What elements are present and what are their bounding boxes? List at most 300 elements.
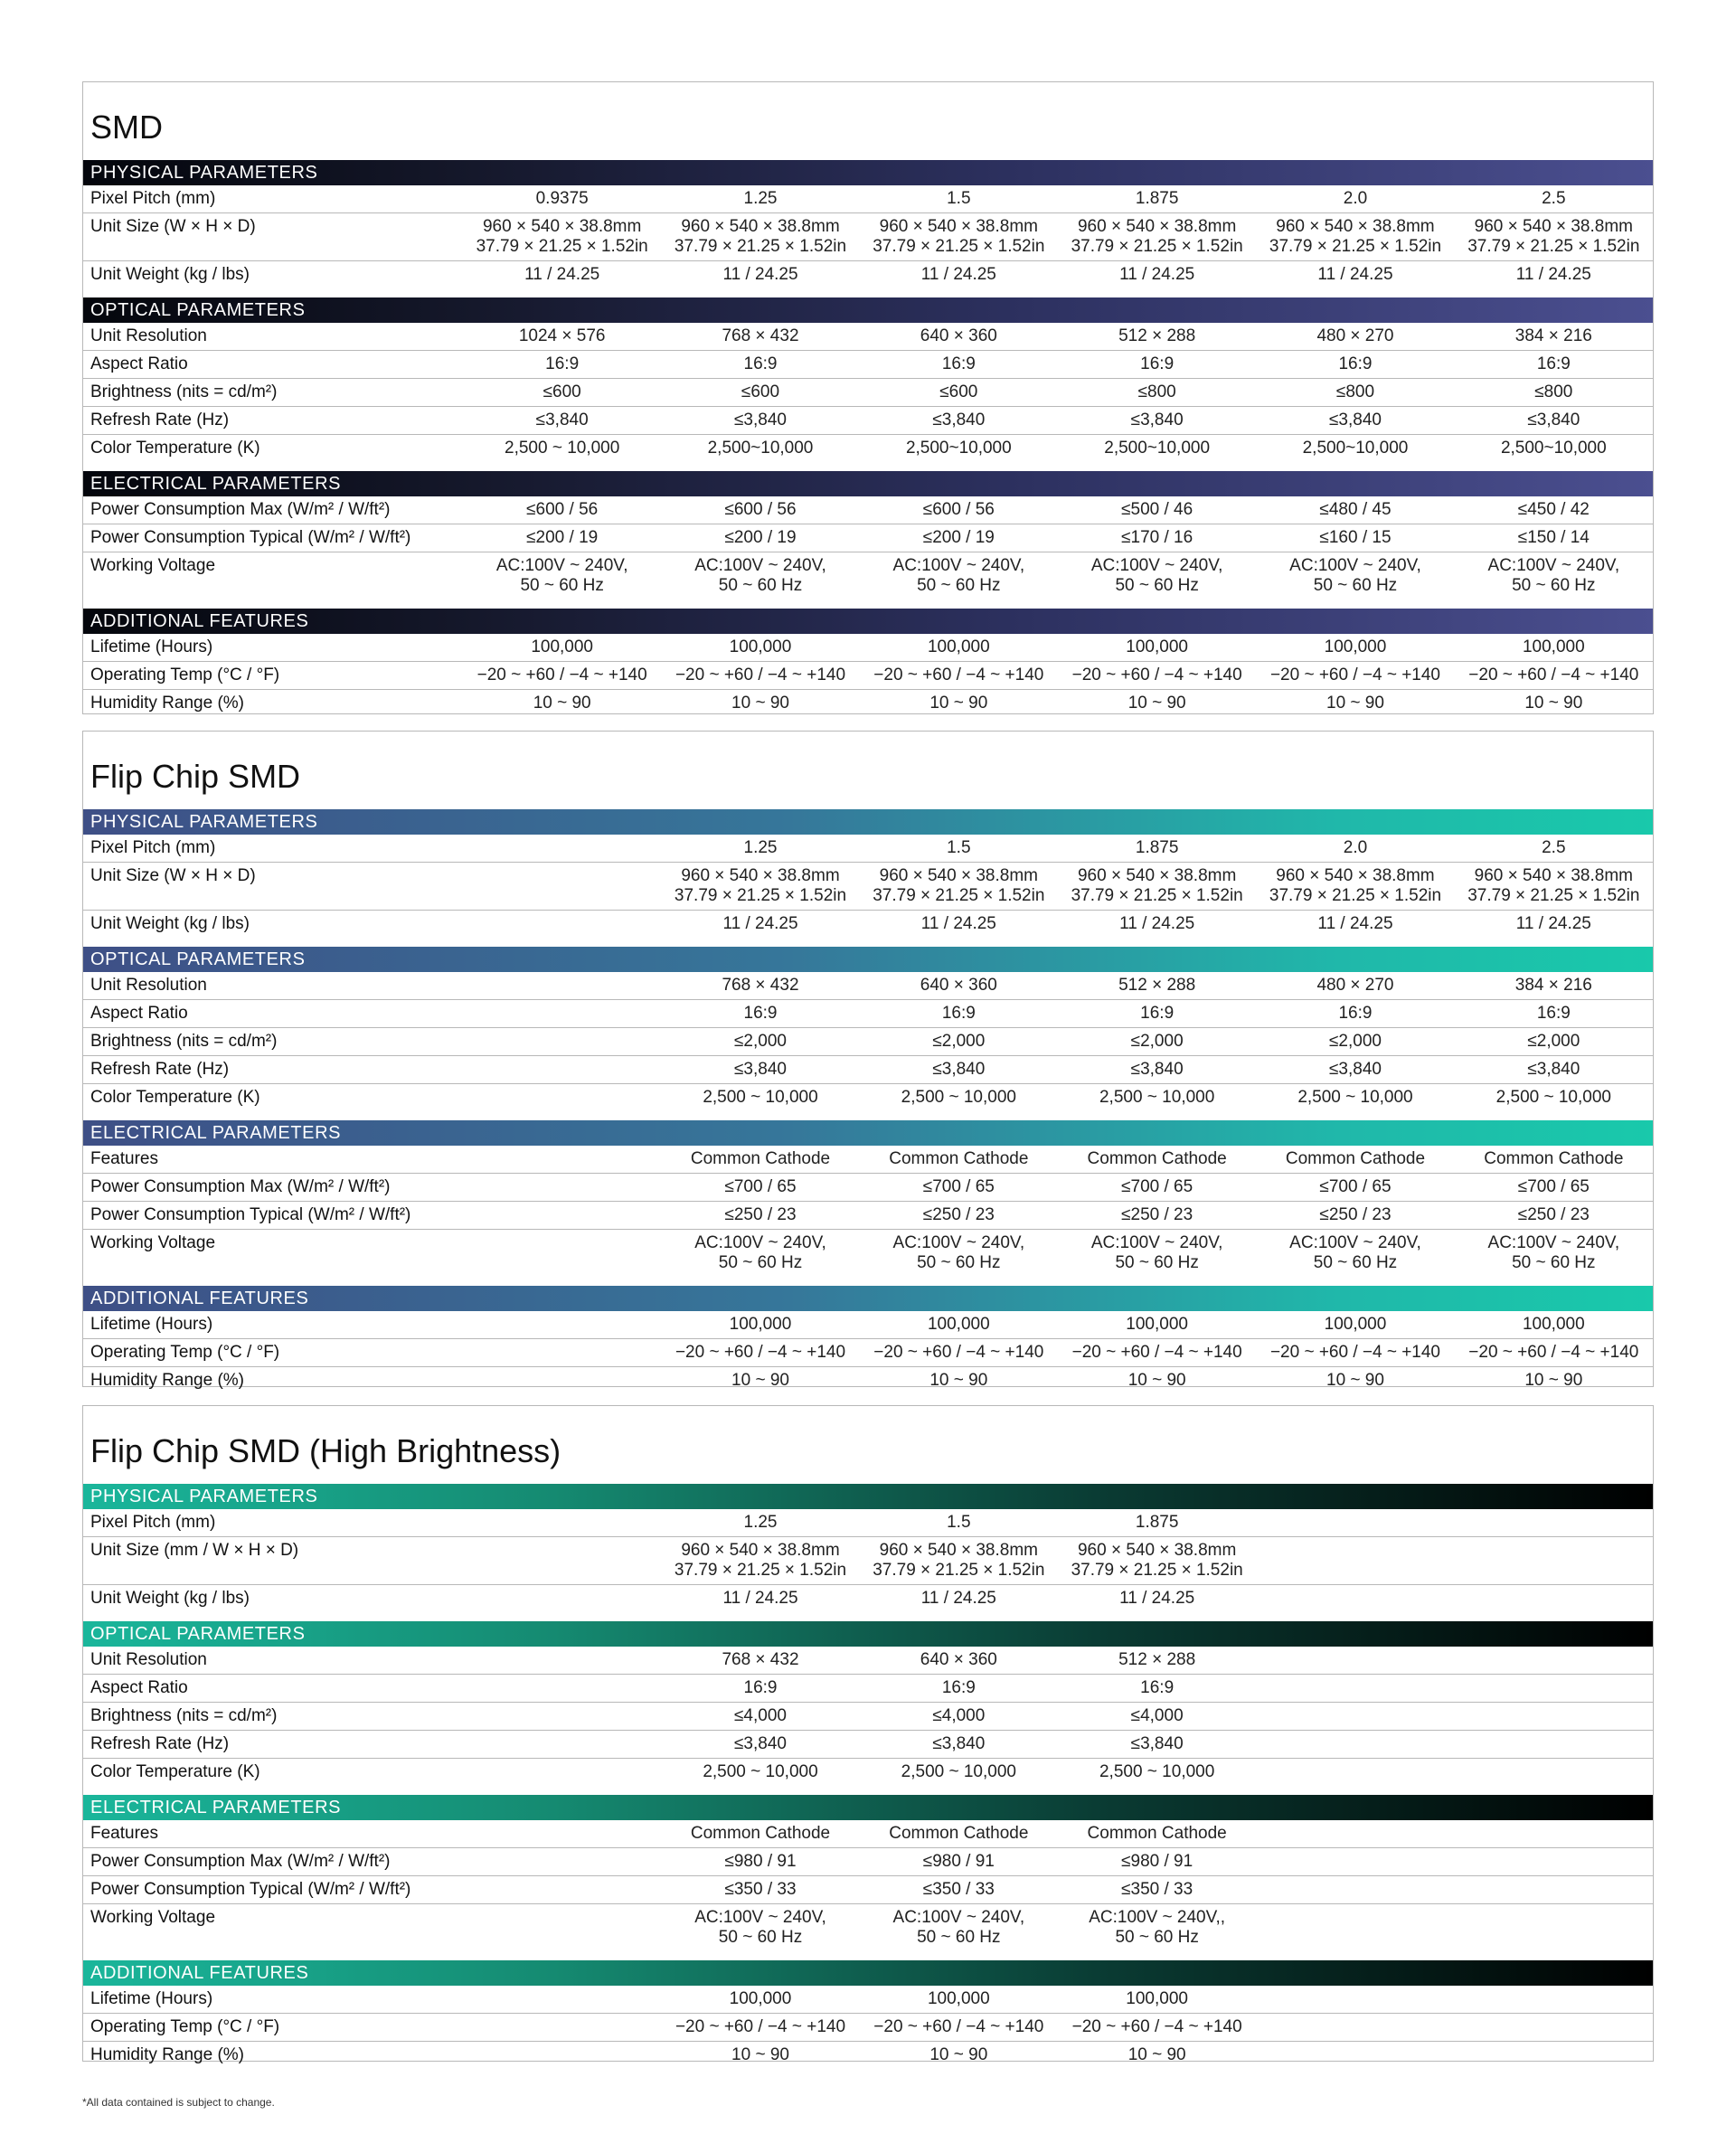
spec-value [463, 863, 661, 911]
spec-value: 16:9 [1455, 351, 1653, 379]
spec-value: ≤200 / 19 [463, 524, 661, 552]
spec-row [83, 1174, 1653, 1202]
section-flip-chip-smd [82, 731, 1654, 1390]
spec-value: 10 ~ 90 [1127, 1371, 1186, 1390]
spec-value [1455, 1537, 1653, 1585]
spec-label: Color Temperature (K) [90, 1088, 260, 1107]
spec-value [463, 1367, 661, 1395]
spec-row [83, 863, 1653, 911]
spec-value: 16:9 [1058, 351, 1256, 379]
spec-value: ≤3,840 [1256, 1056, 1454, 1084]
spec-label: Power Consumption Max (W/m² / W/ft²) [83, 1848, 463, 1876]
spec-value: 10 ~ 90 [1524, 694, 1583, 713]
spec-value [463, 1759, 661, 1787]
spec-row [83, 552, 1653, 600]
spec-value: 480 × 270 [1256, 323, 1454, 351]
spec-value [1455, 1759, 1653, 1787]
group-header: PHYSICAL PARAMETERS [83, 809, 1653, 835]
spec-value: ≤2,000 [1455, 1028, 1653, 1056]
spec-value [463, 1509, 661, 1537]
spec-table [83, 1509, 1653, 1612]
spec-value: 960 × 540 × 38.8mm 37.79 × 21.25 × 1.52in [1455, 863, 1653, 911]
group-header: ELECTRICAL PARAMETERS [83, 471, 1653, 496]
spec-value: 2.0 [1256, 835, 1454, 863]
spec-value: ≤2,000 [860, 1028, 1058, 1056]
spec-value: −20 ~ +60 / −4 ~ +140 [1256, 1339, 1454, 1367]
spec-value [463, 835, 661, 863]
spec-value [463, 972, 661, 1000]
spec-value: ≤350 / 33 [1058, 1876, 1256, 1904]
spec-value: AC:100V ~ 240V, 50 ~ 60 Hz [694, 1233, 826, 1272]
spec-value: 100,000 [1058, 1986, 1256, 2014]
spec-value: 512 × 288 [1058, 323, 1256, 351]
spec-value [463, 1056, 661, 1084]
spec-value: ≤3,840 [661, 1731, 859, 1759]
spec-value: −20 ~ +60 / −4 ~ +140 [860, 2014, 1058, 2042]
spec-value: −20 ~ +60 / −4 ~ +140 [463, 662, 661, 690]
spec-value: −20 ~ +60 / −4 ~ +140 [1058, 2014, 1256, 2042]
section-flip-chip-smd-high-brightness [82, 1405, 1654, 2062]
spec-value: ≤4,000 [1058, 1703, 1256, 1731]
spec-value: ≤2,000 [661, 1028, 859, 1056]
spec-row [83, 1703, 1653, 1731]
spec-row [83, 1675, 1653, 1703]
spec-value: ≤980 / 91 [1058, 1848, 1256, 1876]
spec-value [1256, 1509, 1454, 1537]
section-title: Flip Chip SMD [90, 758, 301, 795]
spec-value: AC:100V ~ 240V, 50 ~ 60 Hz [1090, 556, 1223, 595]
spec-label: Brightness (nits = cd/m²) [83, 1028, 463, 1056]
spec-value [463, 1202, 661, 1230]
spec-value: 100,000 [661, 1311, 859, 1339]
spec-value: 10 ~ 90 [1326, 1371, 1384, 1390]
spec-value: 11 / 24.25 [722, 914, 798, 933]
spec-value: ≤500 / 46 [1058, 496, 1256, 524]
spec-value [463, 1731, 661, 1759]
spec-value: 100,000 [1058, 1311, 1256, 1339]
spec-label: Refresh Rate (Hz) [83, 1056, 463, 1084]
spec-label: Humidity Range (%) [90, 694, 244, 713]
spec-label: Refresh Rate (Hz) [83, 407, 463, 435]
spec-value: ≤3,840 [1058, 1056, 1256, 1084]
spec-value: 16:9 [661, 1000, 859, 1028]
spec-label: Unit Weight (kg / lbs) [90, 1589, 250, 1608]
spec-value: 16:9 [860, 1675, 1058, 1703]
spec-value [463, 1876, 661, 1904]
spec-value: ≤800 [1455, 379, 1653, 407]
spec-row [83, 213, 1653, 261]
spec-value: 11 / 24.25 [920, 265, 996, 284]
spec-label: Unit Size (W × H × D) [83, 863, 463, 911]
spec-row [83, 435, 1653, 463]
spec-value [1455, 1585, 1653, 1613]
spec-row [83, 1585, 1653, 1613]
spec-row [83, 1084, 1653, 1112]
group-header: PHYSICAL PARAMETERS [83, 1484, 1653, 1509]
spec-value: ≤600 [661, 379, 859, 407]
spec-value: 384 × 216 [1455, 323, 1653, 351]
spec-row [83, 1028, 1653, 1056]
spec-value: −20 ~ +60 / −4 ~ +140 [661, 662, 859, 690]
spec-value: 2.5 [1455, 835, 1653, 863]
spec-value [1455, 1675, 1653, 1703]
spec-label: Lifetime (Hours) [83, 1986, 463, 2014]
spec-value [463, 1904, 661, 1952]
spec-row [83, 1537, 1653, 1585]
spec-value [463, 1230, 661, 1278]
spec-value: 2,500 ~ 10,000 [1099, 1088, 1215, 1107]
section-title: Flip Chip SMD (High Brightness) [90, 1432, 561, 1469]
spec-table [83, 1146, 1653, 1277]
spec-value: 2.5 [1455, 185, 1653, 213]
spec-value [463, 1000, 661, 1028]
spec-value [463, 1311, 661, 1339]
spec-label: Unit Size (mm / W × H × D) [83, 1537, 463, 1585]
spec-value: ≤480 / 45 [1256, 496, 1454, 524]
spec-value: 960 × 540 × 38.8mm 37.79 × 21.25 × 1.52in [860, 1537, 1058, 1585]
spec-value: ≤3,840 [1455, 1056, 1653, 1084]
spec-label: Unit Resolution [83, 972, 463, 1000]
spec-row [83, 2042, 1653, 2070]
spec-value: 100,000 [860, 1986, 1058, 2014]
spec-value [1256, 2042, 1454, 2070]
spec-value [463, 1986, 661, 2014]
spec-value: 10 ~ 90 [929, 2045, 988, 2064]
spec-value: 11 / 24.25 [1515, 265, 1591, 284]
spec-value [1455, 1509, 1653, 1537]
spec-value: ≤700 / 65 [1455, 1174, 1653, 1202]
spec-value: 10 ~ 90 [731, 1371, 789, 1390]
spec-value: 16:9 [661, 351, 859, 379]
spec-value: 960 × 540 × 38.8mm 37.79 × 21.25 × 1.52in [860, 863, 1058, 911]
spec-value: 10 ~ 90 [731, 2045, 789, 2064]
spec-row [83, 323, 1653, 351]
spec-row [83, 634, 1653, 662]
spec-table [83, 1311, 1653, 1394]
spec-value: 10 ~ 90 [1524, 1371, 1583, 1390]
spec-groups [83, 160, 1653, 717]
spec-value [463, 1146, 661, 1174]
spec-value: 100,000 [1256, 1311, 1454, 1339]
spec-value: 16:9 [1256, 351, 1454, 379]
spec-value: ≤3,840 [1058, 407, 1256, 435]
group-header: OPTICAL PARAMETERS [83, 1621, 1653, 1647]
spec-value [1455, 1876, 1653, 1904]
spec-value [463, 1339, 661, 1367]
spec-label: Refresh Rate (Hz) [83, 1731, 463, 1759]
spec-value [1256, 1904, 1454, 1952]
spec-value: 1024 × 576 [463, 323, 661, 351]
spec-table [83, 1820, 1653, 1951]
spec-value: 640 × 360 [860, 972, 1058, 1000]
spec-table [83, 185, 1653, 288]
spec-value: ≤600 / 56 [463, 496, 661, 524]
spec-value: 16:9 [1256, 1000, 1454, 1028]
spec-value [1256, 2014, 1454, 2042]
spec-label: Features [83, 1820, 463, 1848]
spec-value: 960 × 540 × 38.8mm 37.79 × 21.25 × 1.52in [661, 863, 859, 911]
spec-value: 100,000 [860, 634, 1058, 662]
spec-value: 11 / 24.25 [1317, 914, 1393, 933]
spec-value: −20 ~ +60 / −4 ~ +140 [661, 2014, 859, 2042]
spec-value: 2,500 ~ 10,000 [1297, 1088, 1413, 1107]
group-header: ADDITIONAL FEATURES [83, 1960, 1653, 1986]
spec-value [1455, 1904, 1653, 1952]
spec-row [83, 496, 1653, 524]
spec-row [83, 1311, 1653, 1339]
spec-value: AC:100V ~ 240V, 50 ~ 60 Hz [892, 1233, 1025, 1272]
spec-row [83, 1820, 1653, 1848]
spec-label: Aspect Ratio [83, 1000, 463, 1028]
spec-value: 2,500 ~ 10,000 [901, 1088, 1016, 1107]
spec-groups [83, 809, 1653, 1394]
spec-value: 1.5 [860, 1509, 1058, 1537]
spec-value [463, 1675, 661, 1703]
spec-value: 2,500 ~ 10,000 [1495, 1088, 1611, 1107]
spec-value [463, 1174, 661, 1202]
spec-value [1256, 1647, 1454, 1675]
spec-value: 10 ~ 90 [1127, 2045, 1186, 2064]
spec-value: 16:9 [463, 351, 661, 379]
spec-value [1256, 1703, 1454, 1731]
group-header: ADDITIONAL FEATURES [83, 609, 1653, 634]
spec-value: AC:100V ~ 240V, 50 ~ 60 Hz [1289, 556, 1421, 595]
spec-row [83, 1000, 1653, 1028]
spec-label: Color Temperature (K) [90, 1762, 260, 1781]
spec-value: ≤250 / 23 [661, 1202, 859, 1230]
spec-label: Pixel Pitch (mm) [83, 835, 463, 863]
spec-label: Pixel Pitch (mm) [83, 185, 463, 213]
spec-value: 2.0 [1256, 185, 1454, 213]
spec-value: 1.25 [661, 1509, 859, 1537]
spec-row [83, 1848, 1653, 1876]
spec-value: 384 × 216 [1455, 972, 1653, 1000]
spec-value: 768 × 432 [661, 1647, 859, 1675]
spec-value: ≤600 [860, 379, 1058, 407]
spec-value: 11 / 24.25 [920, 1589, 996, 1608]
spec-value: 1.25 [661, 185, 859, 213]
spec-value: 2,500 ~ 10,000 [703, 1088, 818, 1107]
spec-label: Humidity Range (%) [90, 1371, 244, 1390]
spec-value: ≤450 / 42 [1455, 496, 1653, 524]
spec-value [1256, 1848, 1454, 1876]
spec-value: 11 / 24.25 [1119, 1589, 1195, 1608]
spec-label: Power Consumption Max (W/m² / W/ft²) [83, 1174, 463, 1202]
spec-value: 480 × 270 [1256, 972, 1454, 1000]
spec-row [83, 1876, 1653, 1904]
spec-value: ≤3,840 [860, 1056, 1058, 1084]
spec-value: 640 × 360 [860, 323, 1058, 351]
spec-value [1256, 1731, 1454, 1759]
spec-label: Working Voltage [90, 556, 216, 575]
spec-value: AC:100V ~ 240V, 50 ~ 60 Hz [495, 556, 628, 595]
spec-value: ≤3,840 [661, 407, 859, 435]
spec-value: 11 / 24.25 [524, 265, 600, 284]
spec-value: ≤2,000 [1256, 1028, 1454, 1056]
spec-value: ≤3,840 [1058, 1731, 1256, 1759]
spec-value: ≤600 [463, 379, 661, 407]
spec-value [463, 1703, 661, 1731]
spec-row [83, 1986, 1653, 2014]
spec-label: Power Consumption Max (W/m² / W/ft²) [83, 496, 463, 524]
spec-value: ≤700 / 65 [1058, 1174, 1256, 1202]
spec-value: 1.25 [661, 835, 859, 863]
spec-value: ≤700 / 65 [1256, 1174, 1454, 1202]
spec-value: 0.9375 [463, 185, 661, 213]
spec-value: Common Cathode [1256, 1146, 1454, 1174]
spec-value: Common Cathode [1455, 1146, 1653, 1174]
spec-value: 11 / 24.25 [722, 265, 798, 284]
spec-table [83, 1986, 1653, 2069]
spec-value: 1.875 [1058, 1509, 1256, 1537]
spec-value: ≤250 / 23 [1256, 1202, 1454, 1230]
spec-value: 640 × 360 [860, 1647, 1058, 1675]
spec-label: Pixel Pitch (mm) [83, 1509, 463, 1537]
spec-value: 960 × 540 × 38.8mm 37.79 × 21.25 × 1.52in [1256, 213, 1454, 261]
spec-row [83, 690, 1653, 718]
spec-value [463, 1585, 661, 1613]
spec-label: Brightness (nits = cd/m²) [83, 1703, 463, 1731]
spec-value: ≤980 / 91 [661, 1848, 859, 1876]
spec-label: Lifetime (Hours) [83, 634, 463, 662]
spec-value: AC:100V ~ 240V, 50 ~ 60 Hz [694, 556, 826, 595]
spec-value: 100,000 [1058, 634, 1256, 662]
spec-value: 11 / 24.25 [722, 1589, 798, 1608]
spec-table [83, 1647, 1653, 1786]
spec-label: Working Voltage [90, 1233, 216, 1252]
spec-label: Unit Resolution [83, 323, 463, 351]
spec-value: 10 ~ 90 [929, 694, 988, 713]
spec-value [1455, 1820, 1653, 1848]
spec-row [83, 1904, 1653, 1952]
spec-value: 960 × 540 × 38.8mm 37.79 × 21.25 × 1.52in [1455, 213, 1653, 261]
spec-value: AC:100V ~ 240V, 50 ~ 60 Hz [892, 1908, 1025, 1947]
spec-value [1455, 1986, 1653, 2014]
spec-value: ≤200 / 19 [860, 524, 1058, 552]
spec-value: 11 / 24.25 [1119, 914, 1195, 933]
spec-label: Brightness (nits = cd/m²) [83, 379, 463, 407]
spec-value [463, 1820, 661, 1848]
spec-row [83, 2014, 1653, 2042]
spec-value: −20 ~ +60 / −4 ~ +140 [1058, 662, 1256, 690]
group-header: ADDITIONAL FEATURES [83, 1286, 1653, 1311]
spec-value: ≤800 [1256, 379, 1454, 407]
spec-label: Unit Weight (kg / lbs) [90, 265, 250, 284]
spec-value: ≤3,840 [860, 407, 1058, 435]
spec-label: Color Temperature (K) [90, 439, 260, 458]
spec-value: Common Cathode [860, 1146, 1058, 1174]
spec-label: Power Consumption Typical (W/m² / W/ft²) [83, 524, 463, 552]
spec-value: AC:100V ~ 240V,, 50 ~ 60 Hz [1089, 1908, 1226, 1947]
spec-value: 960 × 540 × 38.8mm 37.79 × 21.25 × 1.52in [860, 213, 1058, 261]
footnote: *All data contained is subject to change. [82, 2096, 275, 2109]
spec-value: ≤350 / 33 [661, 1876, 859, 1904]
spec-value: 2,500~10,000 [905, 439, 1012, 458]
spec-value: AC:100V ~ 240V, 50 ~ 60 Hz [1487, 556, 1620, 595]
spec-value [1256, 1986, 1454, 2014]
spec-value: 100,000 [1455, 634, 1653, 662]
spec-value [1256, 1675, 1454, 1703]
spec-row [83, 524, 1653, 552]
spec-value [463, 911, 661, 939]
spec-label: Unit Size (W × H × D) [83, 213, 463, 261]
spec-value: −20 ~ +60 / −4 ~ +140 [1455, 662, 1653, 690]
spec-value [463, 1084, 661, 1112]
spec-value [1455, 1731, 1653, 1759]
spec-value: 2,500~10,000 [707, 439, 814, 458]
spec-row [83, 1367, 1653, 1395]
spec-value: ≤350 / 33 [860, 1876, 1058, 1904]
spec-value: 2,500 ~ 10,000 [703, 1762, 818, 1781]
spec-value [1256, 1537, 1454, 1585]
spec-row [83, 185, 1653, 213]
spec-value [463, 2014, 661, 2042]
spec-value: 11 / 24.25 [920, 914, 996, 933]
spec-row [83, 1731, 1653, 1759]
spec-value: ≤980 / 91 [860, 1848, 1058, 1876]
spec-value: ≤250 / 23 [860, 1202, 1058, 1230]
spec-value: 1.5 [860, 835, 1058, 863]
spec-value: 100,000 [661, 634, 859, 662]
spec-value [463, 2042, 661, 2070]
spec-value [1455, 1703, 1653, 1731]
spec-value: 100,000 [1256, 634, 1454, 662]
spec-value: 100,000 [860, 1311, 1058, 1339]
group-header: ELECTRICAL PARAMETERS [83, 1795, 1653, 1820]
spec-value: 960 × 540 × 38.8mm 37.79 × 21.25 × 1.52in [463, 213, 661, 261]
spec-value: −20 ~ +60 / −4 ~ +140 [860, 662, 1058, 690]
spec-row [83, 1509, 1653, 1537]
spec-value: 1.875 [1058, 835, 1256, 863]
spec-value: Common Cathode [1058, 1146, 1256, 1174]
spec-value: 16:9 [1455, 1000, 1653, 1028]
spec-value: ≤250 / 23 [1058, 1202, 1256, 1230]
spec-row [83, 662, 1653, 690]
spec-value: 960 × 540 × 38.8mm 37.79 × 21.25 × 1.52in [1058, 863, 1256, 911]
section-title: SMD [90, 109, 163, 146]
spec-value: 10 ~ 90 [929, 1371, 988, 1390]
spec-label: Unit Resolution [83, 1647, 463, 1675]
spec-value: 16:9 [1058, 1000, 1256, 1028]
spec-value [1256, 1585, 1454, 1613]
spec-value: 11 / 24.25 [1317, 265, 1393, 284]
spec-groups [83, 1484, 1653, 2069]
group-header: ELECTRICAL PARAMETERS [83, 1120, 1653, 1146]
spec-label: Humidity Range (%) [90, 2045, 244, 2064]
spec-row [83, 1230, 1653, 1278]
spec-label: Lifetime (Hours) [83, 1311, 463, 1339]
spec-row [83, 911, 1653, 939]
spec-value: 16:9 [661, 1675, 859, 1703]
spec-value: ≤3,840 [1455, 407, 1653, 435]
spec-value: 10 ~ 90 [1326, 694, 1384, 713]
spec-value: ≤3,840 [661, 1056, 859, 1084]
spec-value [1256, 1759, 1454, 1787]
spec-value [1256, 1876, 1454, 1904]
spec-table [83, 634, 1653, 717]
spec-value: ≤3,840 [463, 407, 661, 435]
spec-value: 2,500 ~ 10,000 [901, 1762, 1016, 1781]
spec-value: 16:9 [1058, 1675, 1256, 1703]
spec-value: ≤170 / 16 [1058, 524, 1256, 552]
spec-value [1455, 1647, 1653, 1675]
spec-value: ≤250 / 23 [1455, 1202, 1653, 1230]
spec-value: 16:9 [860, 1000, 1058, 1028]
spec-value [463, 1848, 661, 1876]
spec-value: −20 ~ +60 / −4 ~ +140 [661, 1339, 859, 1367]
spec-value: Common Cathode [661, 1820, 859, 1848]
spec-value: ≤200 / 19 [661, 524, 859, 552]
